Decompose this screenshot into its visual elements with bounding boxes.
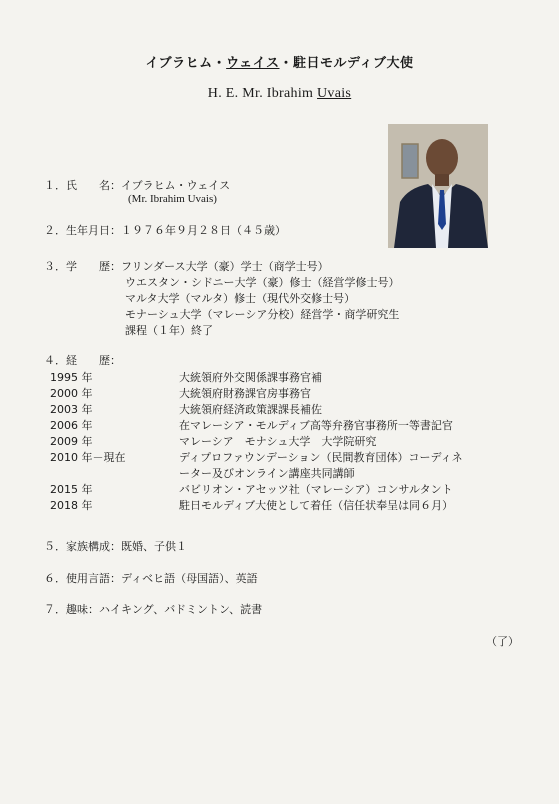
hobbies-value: ハイキング、バドミントン、読書	[99, 603, 263, 616]
career-year: 2000 年	[50, 387, 93, 400]
birth-label: ２．生年月日：	[44, 224, 121, 237]
career-year: 2018 年	[50, 499, 93, 512]
education-line: モナーシュ大学（マレーシア分校）経営学・商学研究生	[125, 308, 400, 321]
title-ja-suffix: ・駐日モルディブ大使	[279, 56, 414, 71]
end-mark: （了）	[486, 635, 519, 648]
name-row	[44, 177, 230, 193]
education-line: フリンダース大学（豪）学士（商学士号）	[121, 260, 329, 273]
career-description: 大統領府経済政策課課長補佐	[179, 403, 322, 416]
education-line: マルタ大学（マルタ）修士（現代外交修士号）	[125, 292, 356, 305]
languages-label: ６．使用言語：	[44, 572, 121, 585]
career-description: 駐日モルディブ大使として着任（信任状奉呈は同６月）	[179, 499, 454, 512]
career-description: バビリオン・アセッツ社（マレーシア）コンサルタント	[179, 483, 453, 496]
career-year: 1995 年	[50, 371, 93, 384]
career-year: 2003 年	[50, 403, 93, 416]
languages-value: ディベヒ語（母国語）、英語	[121, 572, 258, 585]
career-description-continued: ーター及びオンライン講座共同講師	[179, 467, 355, 480]
title-en-underlined: Uvais	[317, 86, 352, 101]
languages-row	[44, 570, 258, 586]
birth-row	[44, 222, 286, 238]
career-description: マレーシア モナシュ大学 大学院研究	[179, 435, 377, 448]
education-label: ３．学 歴：	[44, 260, 121, 273]
document-title-english	[0, 86, 559, 102]
ambassador-portrait-photo	[388, 124, 488, 248]
career-year: 2010 年－現在	[50, 451, 126, 464]
education-line: 課程（１年）終了	[125, 324, 213, 337]
hobbies-label: ７．趣味：	[44, 603, 99, 616]
title-ja-prefix: イブラヒム・	[145, 56, 227, 71]
birth-value: １９７６年９月２８日（４５歳）	[121, 224, 286, 237]
family-value: 既婚、子供１	[121, 540, 187, 553]
title-en-prefix: H. E. Mr. Ibrahim	[207, 86, 318, 101]
career-year: 2015 年	[50, 483, 93, 496]
hobbies-row	[44, 601, 262, 617]
title-ja-underlined: ウェイス	[226, 56, 280, 71]
name-roman: (Mr. Ibrahim Uvais)	[128, 193, 217, 205]
education-line: ウエスタン・シドニー大学（豪）修士（経営学修士号）	[125, 276, 400, 289]
career-label: ４．経 歴：	[44, 354, 121, 367]
name-value: イブラヒム・ウェイス	[121, 179, 231, 192]
family-row	[44, 538, 187, 554]
career-year: 2009 年	[50, 435, 93, 448]
career-year: 2006 年	[50, 419, 93, 432]
education-row	[44, 258, 329, 274]
document-title-japanese	[0, 52, 559, 71]
career-description: 在マレーシア・モルディブ高等弁務官事務所一等書記官	[179, 419, 453, 432]
family-label: ５．家族構成：	[44, 540, 121, 553]
name-label: １．氏 名：	[44, 179, 121, 192]
career-description: 大統領府外交関係課事務官補	[179, 371, 322, 384]
career-description: ディプロファウンデーション（民間教育団体）コーディネ	[179, 451, 463, 464]
career-description: 大統領府財務課官房事務官	[179, 387, 311, 400]
